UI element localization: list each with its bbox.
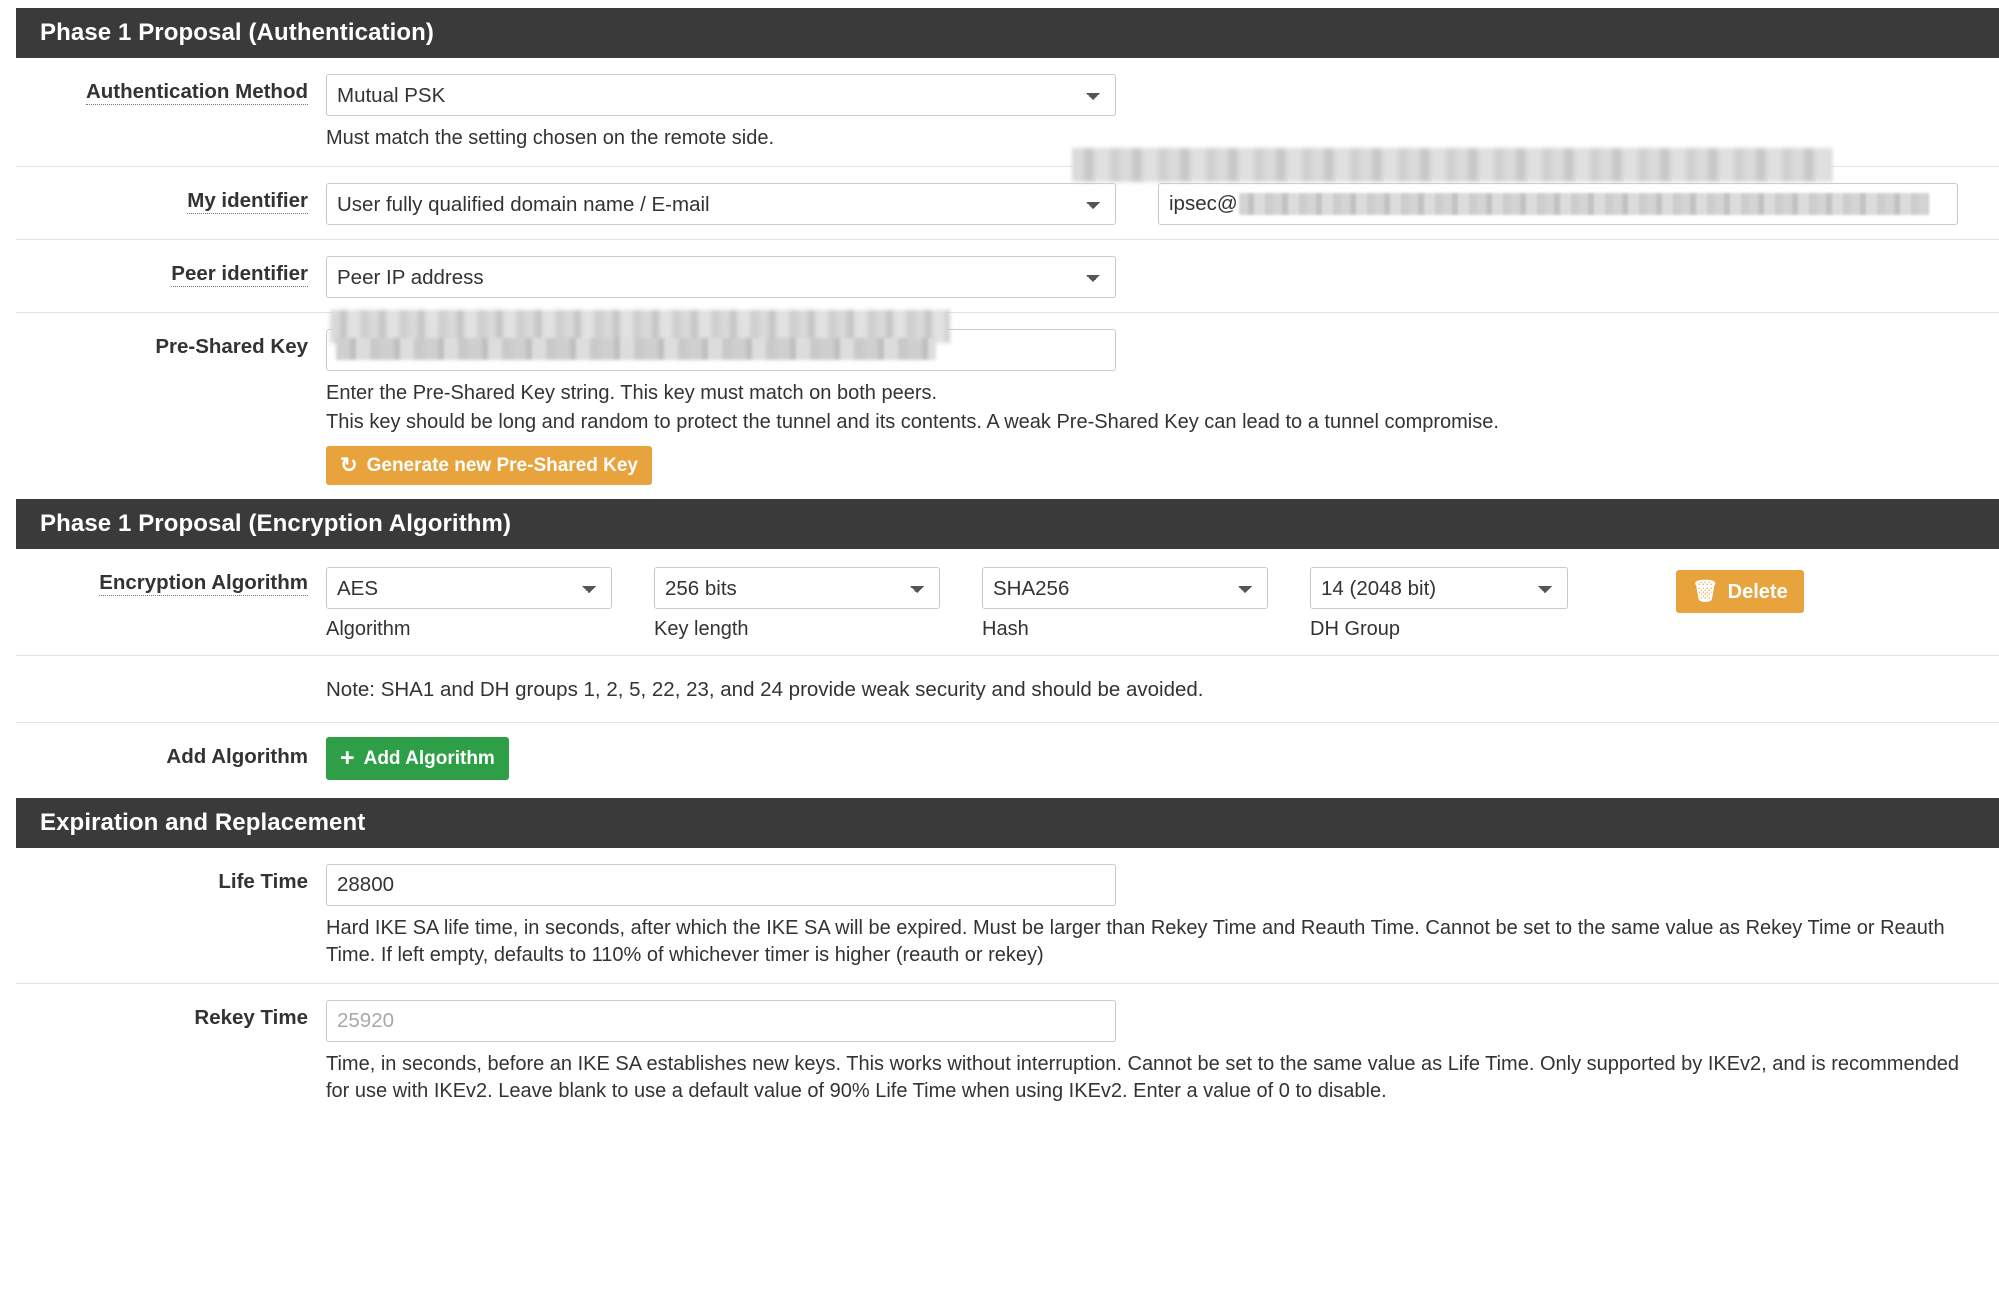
- delete-algorithm-button[interactable]: [1676, 570, 1804, 613]
- field-life-time: [326, 848, 1999, 983]
- label-my-identifier-text: My identifier: [187, 189, 308, 212]
- label-encryption-algorithm: [16, 549, 326, 655]
- row-encryption-note: [16, 656, 1999, 723]
- help-authentication-method: Must match the setting chosen on the remote side.: [326, 127, 775, 149]
- generate-new-pre-shared-key-button[interactable]: [326, 446, 652, 485]
- field-rekey-time: [326, 984, 1999, 1119]
- generate-psk-wrap: [326, 446, 1999, 485]
- algorithm-select[interactable]: [326, 567, 612, 609]
- algorithm-sublabel: Algorithm: [326, 618, 411, 640]
- my-identifier-type-select[interactable]: [326, 183, 1116, 225]
- hash-column: [982, 567, 1268, 641]
- key-length-sublabel: Key length: [654, 618, 749, 640]
- help-pre-shared-key-line1: Enter the Pre-Shared Key string. This key must match on both peers.: [326, 382, 938, 404]
- key-length-column: [654, 567, 940, 641]
- my-identifier-value-prefix: ipsec@: [1169, 192, 1238, 215]
- row-rekey-time: [16, 984, 1999, 1119]
- hash-sublabel: Hash: [982, 618, 1029, 640]
- label-add-algorithm-text: Add Algorithm: [166, 745, 308, 768]
- delete-algorithm-label: Delete: [1727, 580, 1788, 603]
- label-peer-identifier: [16, 240, 326, 312]
- field-encryption-algorithm: [326, 549, 1999, 655]
- authentication-method-select[interactable]: [326, 74, 1116, 116]
- panel-title-expiration-replacement: Expiration and Replacement: [16, 798, 1999, 848]
- label-rekey-time-text: Rekey Time: [194, 1006, 308, 1029]
- panel-title-phase1-encryption: Phase 1 Proposal (Encryption Algorithm): [16, 499, 1999, 549]
- pre-shared-key-input-wrap: [326, 329, 1116, 371]
- bottom-spacer: [0, 1119, 1999, 1125]
- row-peer-identifier: [16, 240, 1999, 313]
- label-pre-shared-key: [16, 313, 326, 499]
- delete-algorithm-wrap: [1676, 567, 1804, 613]
- panel-phase1-authentication: [0, 8, 1999, 499]
- row-encryption-algorithm: [16, 549, 1999, 656]
- hash-select[interactable]: [982, 567, 1268, 609]
- dh-group-sublabel: DH Group: [1310, 618, 1401, 640]
- peer-identifier-type-select[interactable]: [326, 256, 1116, 298]
- row-pre-shared-key: [16, 313, 1999, 499]
- label-authentication-method: [16, 58, 326, 166]
- panel-title-phase1-authentication: Phase 1 Proposal (Authentication): [16, 8, 1999, 58]
- life-time-input[interactable]: [326, 864, 1116, 906]
- dh-group-select[interactable]: [1310, 567, 1568, 609]
- help-pre-shared-key-line2: This key should be long and random to protect the tunnel and its contents. A weak Pre-Shared Key can lead to a tunnel compromise.: [326, 411, 1499, 433]
- my-identifier-value-input[interactable]: [1158, 183, 1958, 225]
- label-peer-identifier-text: Peer identifier: [171, 262, 308, 285]
- refresh-icon: ↻: [340, 454, 358, 477]
- row-add-algorithm: [16, 723, 1999, 798]
- label-rekey-time: [16, 984, 326, 1119]
- generate-new-pre-shared-key-label: Generate new Pre-Shared Key: [366, 455, 638, 476]
- my-identifier-value-redacted: [1239, 193, 1929, 215]
- label-add-algorithm: [16, 723, 326, 798]
- label-my-identifier: [16, 167, 326, 239]
- label-authentication-method-text: Authentication Method: [85, 80, 308, 103]
- label-encryption-note-spacer: [16, 656, 326, 722]
- add-algorithm-button[interactable]: [326, 737, 509, 780]
- trash-icon: 🗑: [1692, 580, 1719, 603]
- panel-expiration-replacement: [0, 798, 1999, 1119]
- field-pre-shared-key: [326, 313, 1999, 499]
- algorithm-column: [326, 567, 612, 641]
- label-life-time-text: Life Time: [218, 870, 308, 893]
- my-identifier-overflow-redaction: [1072, 148, 1832, 182]
- field-peer-identifier: [326, 240, 1999, 312]
- help-life-time: Hard IKE SA life time, in seconds, after which the IKE SA will be expired. Must be larger than Rekey Time and Reauth Time. Cannot be set to the same value as Rekey Time or Reauth Time. If left empty, defaults to 110% of whichever timer is higher (reauth or rekey): [326, 917, 1945, 966]
- key-length-select[interactable]: [654, 567, 940, 609]
- panel-phase1-encryption: [0, 499, 1999, 798]
- help-rekey-time: Time, in seconds, before an IKE SA establishes new keys. This works without interruption. Cannot be set to the same value as Life Time. Only supported by IKEv2, and is recommended for use with IKEv2. Leave blank to use a default value of 90% Life Time when using IKEv2. Enter a value of 0 to disable.: [326, 1053, 1960, 1102]
- row-life-time: [16, 848, 1999, 984]
- dh-group-column: [1310, 567, 1568, 641]
- plus-icon: +: [340, 744, 355, 772]
- label-life-time: [16, 848, 326, 983]
- my-identifier-group: [326, 183, 1999, 225]
- encryption-note-text: Note: SHA1 and DH groups 1, 2, 5, 22, 23, and 24 provide weak security and should be avoided.: [326, 678, 1204, 701]
- add-algorithm-label: Add Algorithm: [363, 748, 495, 769]
- encryption-algorithm-group: [326, 565, 1999, 641]
- rekey-time-input[interactable]: [326, 1000, 1116, 1042]
- field-add-algorithm: [326, 723, 1999, 798]
- label-pre-shared-key-text: Pre-Shared Key: [155, 335, 308, 358]
- pre-shared-key-redacted: [336, 338, 936, 360]
- top-spacer: [0, 0, 1999, 8]
- label-encryption-algorithm-text: Encryption Algorithm: [99, 571, 308, 594]
